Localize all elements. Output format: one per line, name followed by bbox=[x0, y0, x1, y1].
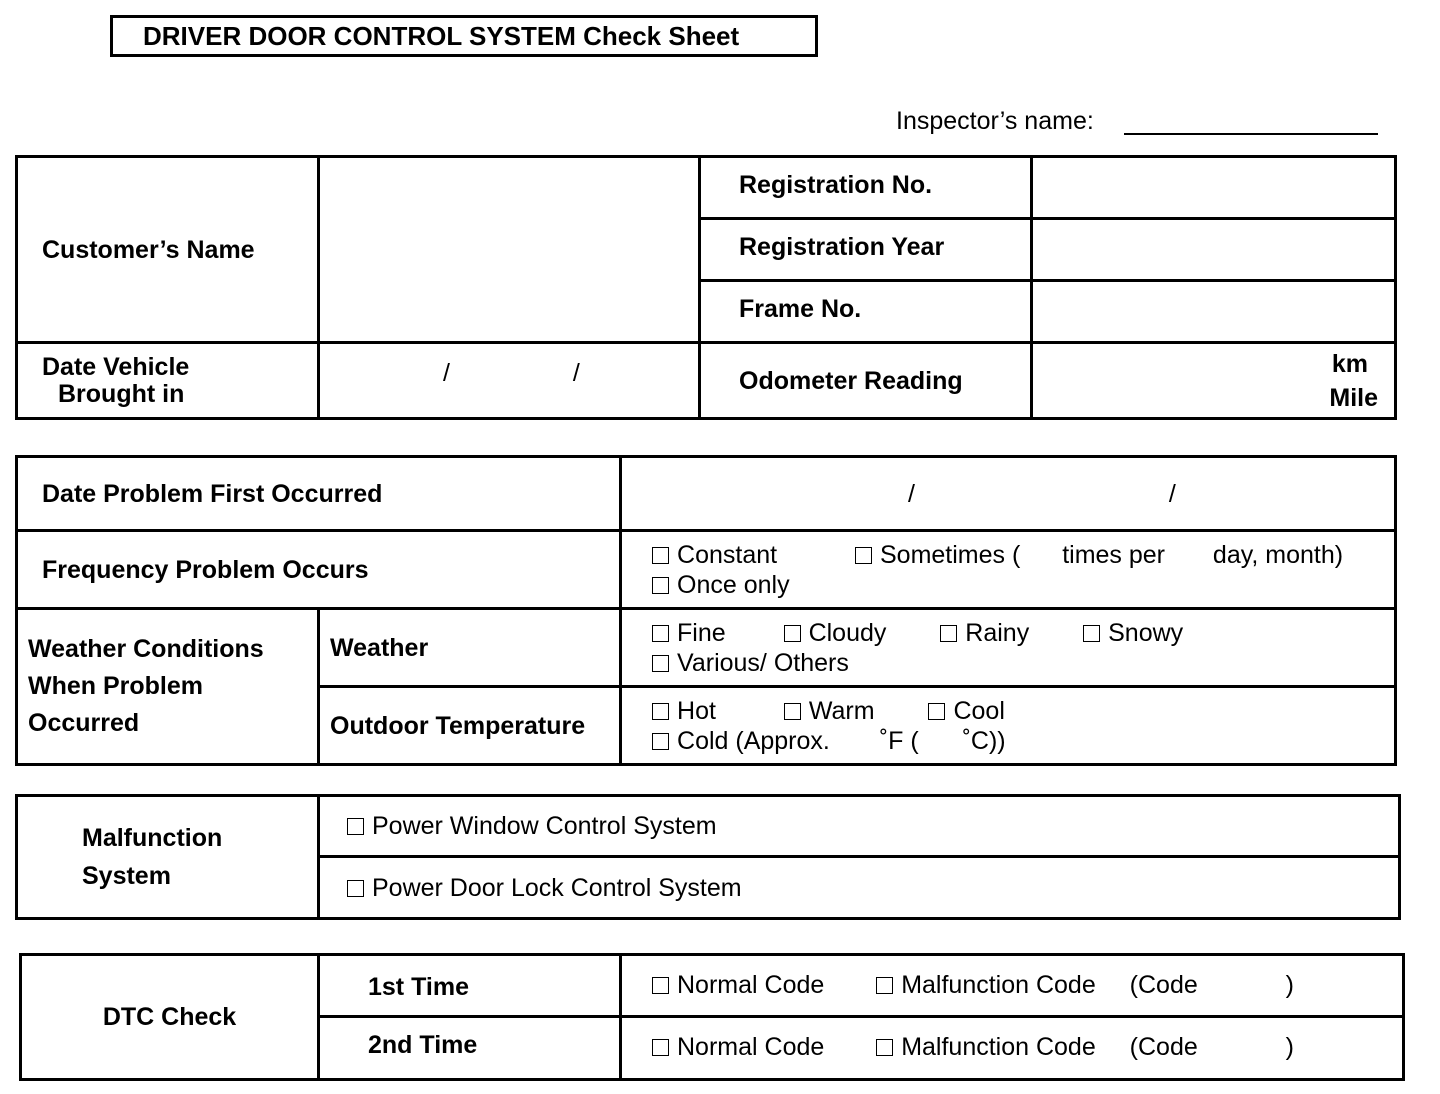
odometer-unit-km: km bbox=[1331, 349, 1368, 378]
frame-no-label: Frame No. bbox=[700, 281, 1032, 343]
celsius-label: ˚C)) bbox=[962, 726, 1006, 755]
frequency-row-2 bbox=[652, 570, 1394, 600]
weather-row-1 bbox=[652, 618, 1394, 648]
odometer-unit-mile: Mile bbox=[1329, 383, 1378, 412]
customer-name-label: Customer’s Name bbox=[17, 157, 319, 343]
weather-conditions-label-line1: Weather Conditions bbox=[28, 635, 264, 663]
second-normal-code-checkbox[interactable] bbox=[652, 1039, 669, 1056]
once-only-checkbox[interactable] bbox=[652, 577, 669, 594]
second-code-close: ) bbox=[1285, 1033, 1294, 1061]
weather-options bbox=[621, 609, 1396, 687]
inspector-name-label: Inspector’s name: bbox=[896, 107, 1094, 135]
snowy-label: Snowy bbox=[1108, 618, 1184, 647]
weather-conditions-label-line2: When Problem bbox=[28, 672, 204, 700]
sometimes-checkbox[interactable] bbox=[855, 547, 872, 564]
rainy-checkbox[interactable] bbox=[940, 625, 957, 642]
malfunction-system-label-line1: Malfunction bbox=[82, 824, 223, 852]
constant-label: Constant bbox=[677, 540, 778, 569]
date-brought-in-label bbox=[17, 343, 319, 419]
first-code-close: ) bbox=[1285, 971, 1294, 999]
registration-year-label: Registration Year bbox=[700, 219, 1032, 281]
temperature-row-2 bbox=[652, 726, 1394, 756]
weather-conditions-label-line3: Occurred bbox=[28, 709, 140, 737]
customer-name-field[interactable] bbox=[319, 157, 700, 343]
once-only-label: Once only bbox=[677, 570, 790, 599]
sometimes-label: Sometimes ( bbox=[879, 540, 1021, 569]
registration-year-field[interactable] bbox=[1032, 219, 1396, 281]
date-brought-in-field[interactable] bbox=[319, 343, 700, 419]
hot-checkbox[interactable] bbox=[652, 703, 669, 720]
power-window-option bbox=[319, 796, 1400, 857]
malfunction-system-label bbox=[17, 796, 319, 919]
fahrenheit-label: ˚F ( bbox=[879, 726, 919, 755]
first-malfunction-code-checkbox[interactable] bbox=[876, 977, 893, 994]
fine-label: Fine bbox=[677, 618, 726, 647]
temperature-row-1 bbox=[652, 696, 1394, 726]
first-code-open: (Code bbox=[1129, 971, 1198, 999]
first-normal-code-label: Normal Code bbox=[677, 971, 825, 999]
rainy-label: Rainy bbox=[965, 618, 1030, 647]
inspector-name-field[interactable] bbox=[1124, 133, 1378, 135]
date-separator: / bbox=[1168, 479, 1176, 508]
power-window-checkbox[interactable] bbox=[347, 818, 364, 835]
odometer-label: Odometer Reading bbox=[700, 343, 1032, 419]
first-time-row bbox=[652, 970, 1402, 1000]
cold-label: Cold (Approx. bbox=[677, 726, 830, 755]
date-brought-in-label-line2: Brought in bbox=[58, 379, 185, 408]
frequency-label: Frequency Problem Occurs bbox=[17, 531, 621, 609]
temperature-options bbox=[621, 687, 1396, 765]
warm-label: Warm bbox=[808, 696, 875, 725]
date-separator: / bbox=[572, 359, 580, 387]
day-month-label: day, month) bbox=[1212, 540, 1344, 569]
weather-label: Weather bbox=[319, 609, 621, 687]
power-door-lock-option bbox=[319, 857, 1400, 919]
various-others-label: Various/ Others bbox=[677, 648, 849, 677]
power-window-label: Power Window Control System bbox=[372, 812, 717, 840]
cloudy-checkbox[interactable] bbox=[784, 625, 801, 642]
first-malfunction-code-label: Malfunction Code bbox=[901, 971, 1096, 999]
first-normal-code-checkbox[interactable] bbox=[652, 977, 669, 994]
outdoor-temperature-label: Outdoor Temperature bbox=[319, 687, 621, 765]
dtc-check-table bbox=[19, 953, 1405, 1081]
second-time-row bbox=[652, 1032, 1402, 1062]
first-time-options bbox=[621, 955, 1404, 1017]
sheet-title: DRIVER DOOR CONTROL SYSTEM Check Sheet bbox=[110, 15, 818, 57]
date-separator: / bbox=[443, 359, 450, 387]
registration-no-field[interactable] bbox=[1032, 157, 1396, 219]
dtc-check-label: DTC Check bbox=[21, 955, 319, 1080]
second-time-label: 2nd Time bbox=[319, 1017, 621, 1080]
date-separator: / bbox=[908, 479, 915, 508]
odometer-field[interactable] bbox=[1032, 343, 1396, 419]
second-time-options bbox=[621, 1017, 1404, 1080]
power-door-lock-checkbox[interactable] bbox=[347, 880, 364, 897]
second-malfunction-code-label: Malfunction Code bbox=[901, 1033, 1096, 1061]
date-brought-in-label-line1: Date Vehicle bbox=[42, 352, 190, 381]
malfunction-system-table bbox=[15, 794, 1401, 920]
warm-checkbox[interactable] bbox=[784, 703, 801, 720]
malfunction-system-label-line2: System bbox=[82, 862, 171, 890]
cool-checkbox[interactable] bbox=[928, 703, 945, 720]
second-malfunction-code-checkbox[interactable] bbox=[876, 1039, 893, 1056]
date-first-occurred-label: Date Problem First Occurred bbox=[17, 457, 621, 531]
cool-label: Cool bbox=[953, 696, 1005, 725]
frequency-row-1 bbox=[652, 540, 1394, 570]
hot-label: Hot bbox=[677, 696, 716, 725]
cold-checkbox[interactable] bbox=[652, 733, 669, 750]
first-time-label: 1st Time bbox=[319, 955, 621, 1017]
second-normal-code-label: Normal Code bbox=[677, 1033, 825, 1061]
weather-conditions-label bbox=[17, 609, 319, 765]
weather-row-2 bbox=[652, 648, 1394, 678]
problem-info-table bbox=[15, 455, 1397, 766]
date-first-occurred-field[interactable] bbox=[621, 457, 1396, 531]
vehicle-info-table bbox=[15, 155, 1397, 420]
frequency-options bbox=[621, 531, 1396, 609]
cloudy-label: Cloudy bbox=[808, 618, 887, 647]
constant-checkbox[interactable] bbox=[652, 547, 669, 564]
registration-no-label: Registration No. bbox=[700, 157, 1032, 219]
various-others-checkbox[interactable] bbox=[652, 655, 669, 672]
second-code-open: (Code bbox=[1129, 1033, 1198, 1061]
frame-no-field[interactable] bbox=[1032, 281, 1396, 343]
times-per-label: times per bbox=[1062, 540, 1166, 569]
snowy-checkbox[interactable] bbox=[1083, 625, 1100, 642]
power-door-lock-label: Power Door Lock Control System bbox=[372, 873, 742, 902]
fine-checkbox[interactable] bbox=[652, 625, 669, 642]
